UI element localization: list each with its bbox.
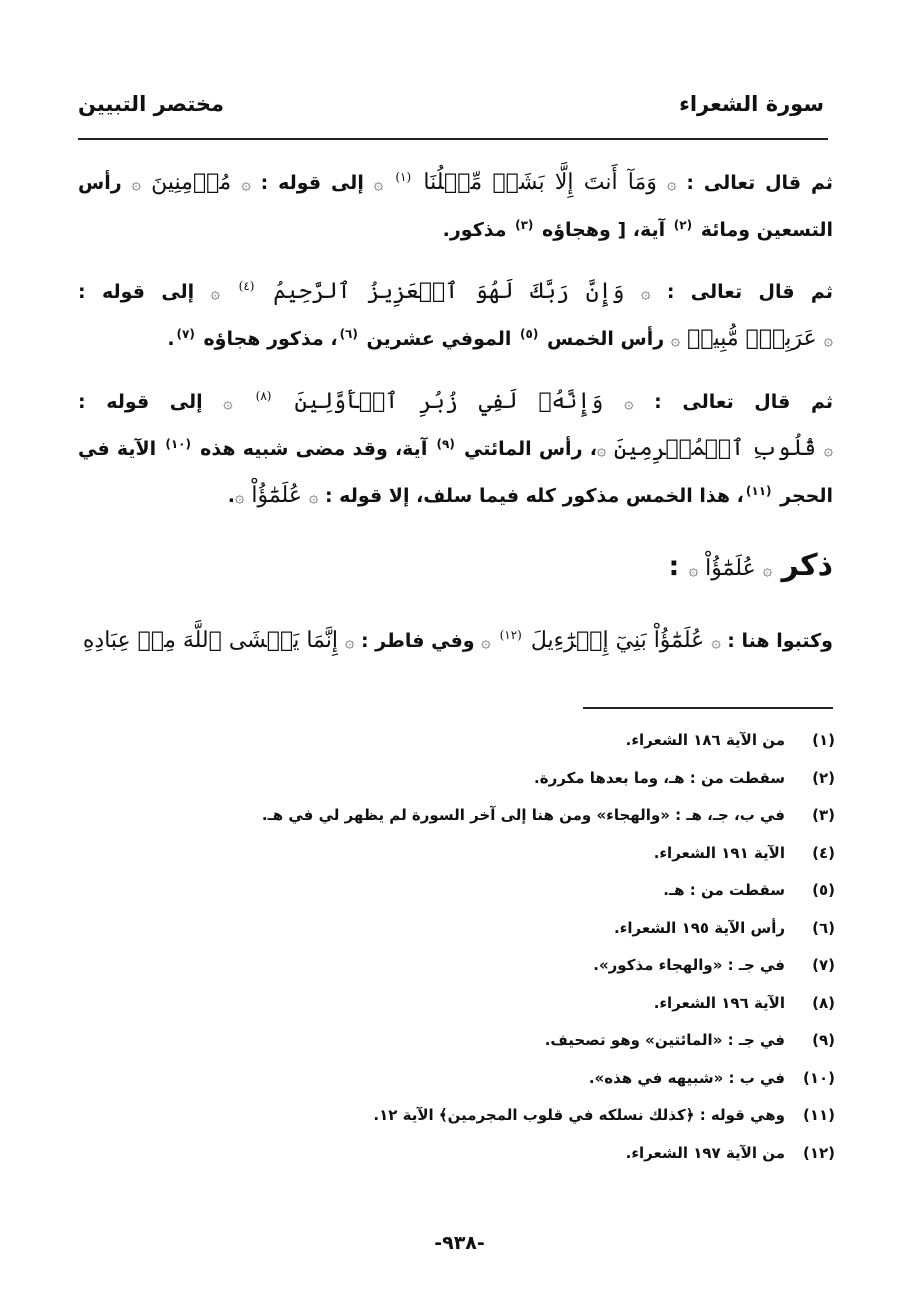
text-run: وفي فاطر :	[354, 630, 482, 652]
footnote-ref: (٨)	[255, 388, 272, 403]
text-run: آية، وقد مضى شبيه هذه	[192, 438, 435, 460]
ornament-bracket-icon: ۞	[481, 632, 491, 651]
text-run: وكتبوا هنا :	[720, 630, 833, 652]
text-run: الآية في الحجر	[78, 438, 833, 507]
footnote-text: الآية ١٩١ الشعراء.	[653, 843, 785, 862]
footnote-text: في جـ : «المائتين» وهو تصحيف.	[544, 1031, 785, 1049]
footnote-ref: (٣)	[515, 217, 534, 232]
text-run: ، رأس المائتي	[456, 438, 597, 460]
footnote-item	[78, 985, 835, 1023]
quran-quote	[83, 628, 354, 653]
text-run: الموفي عشرين	[359, 328, 519, 350]
footnote-item	[78, 1135, 835, 1173]
footnote-ref: (١١)	[745, 483, 772, 498]
ornament-bracket-icon: ۞	[711, 632, 721, 651]
footnote-item	[78, 947, 835, 985]
quran-text: إِنَّمَا يَخۡشَى ٱللَّهَ مِنۡ عِبَادِهِ	[82, 628, 338, 653]
footnote-text: سقطت من : هـ.	[663, 881, 785, 899]
footnote-text: في جـ : «والهجاء مذكور».	[593, 956, 785, 974]
ornament-bracket-icon: ۞	[131, 174, 141, 193]
footnote-item	[78, 835, 835, 873]
footnote-text: رأس الآية ١٩٥ الشعراء.	[613, 918, 785, 937]
text-run: ثم قال تعالى :	[676, 172, 834, 194]
quran-quote	[223, 389, 633, 414]
ornament-bracket-icon: ۞	[667, 174, 677, 193]
quran-quote	[597, 436, 833, 461]
footnote-number: (١٠)	[802, 1068, 835, 1087]
page-number: -٩٣٨-	[434, 1232, 485, 1254]
footnote-number: (٢)	[812, 768, 835, 787]
text-run: رأس التسعين ومائة	[78, 172, 833, 241]
footnote-ref: (٩)	[436, 436, 455, 451]
footnote-text: في ب : «شبيهه في هذه».	[588, 1068, 785, 1087]
quran-quote	[374, 170, 677, 195]
footnote-ref: (١)	[395, 169, 412, 184]
footnote-item	[78, 797, 835, 835]
quran-quote	[132, 170, 251, 195]
text-run: .	[227, 485, 235, 507]
paragraph-2	[78, 269, 833, 363]
quran-text: وَإِنَّ رَبَّكَ لَهُوَ ٱلۡعَزِيزُ ٱلرَّحِيمُ	[273, 279, 625, 304]
text-run: مذكور.	[442, 219, 514, 241]
footnote-ref: (١٢)	[499, 627, 522, 642]
paragraph-4	[78, 618, 833, 665]
footnote-number: (١١)	[802, 1106, 835, 1124]
footnote-item	[78, 760, 835, 798]
footnote-ref: (١٠)	[165, 436, 191, 451]
text-run: إلى قوله :	[78, 391, 224, 413]
footnote-ref: (٤)	[238, 278, 255, 293]
quran-text: عُلَمَٰٓؤُاْ	[705, 556, 756, 581]
quran-quote	[235, 483, 318, 508]
ornament-bracket-icon: ۞	[624, 393, 634, 412]
quran-text: مُؤۡمِنِينَ	[151, 170, 232, 195]
quran-text: عَرَبِيّٖ مُّبِينٖ	[687, 326, 817, 351]
ornament-bracket-icon: ۞	[762, 560, 773, 579]
heading-word: ذكر	[781, 548, 833, 583]
ornament-bracket-icon: ۞	[596, 440, 607, 459]
ornament-bracket-icon: ۞	[234, 487, 245, 506]
text-run: إلى قوله :	[250, 172, 374, 194]
footnote-number: (٤)	[812, 843, 835, 862]
text-run: إلى قوله :	[78, 281, 211, 303]
footnote-text: من الآية ١٩٧ الشعراء.	[625, 1143, 785, 1162]
footnote-text: الآية ١٩٦ الشعراء.	[653, 993, 785, 1012]
footnote-number: (٩)	[812, 1031, 835, 1049]
footnote-text: في ب، جـ، هـ : «والهجاء» ومن هنا إلى آخر السورة لم يظهر لي في هـ.	[261, 806, 785, 824]
text-run: ، مذكور هجاؤه	[196, 328, 338, 350]
ornament-bracket-icon: ۞	[308, 487, 319, 506]
ornament-bracket-icon: ۞	[373, 174, 384, 193]
paragraph-1	[78, 160, 833, 253]
footnote-number: (٥)	[812, 881, 835, 899]
text-run: آية، [ وهجاؤه	[535, 219, 672, 241]
footnote-item	[78, 1097, 835, 1135]
paragraph-3	[78, 379, 833, 520]
footnote-number: (١٢)	[802, 1143, 835, 1162]
main-text	[78, 160, 833, 681]
quran-quote	[481, 628, 721, 653]
footnote-text: وهي قوله : ﴿كذلك نسلكه في قلوب المجرمين﴾ الآية ١٢.	[373, 1106, 785, 1124]
footnote-item	[78, 1060, 835, 1098]
footnote-item	[78, 910, 835, 948]
header-rule	[78, 138, 828, 140]
footnote-text: سقطت من : هـ، وما بعدها مكررة.	[534, 768, 785, 787]
ornament-bracket-icon: ۞	[241, 174, 251, 193]
footnote-rule	[583, 707, 833, 709]
footnote-number: (٦)	[812, 918, 835, 937]
footnote-ref: (٢)	[673, 217, 693, 232]
footnote-item	[78, 872, 835, 910]
quran-text: عُلَمَٰٓؤُاْ بَنِيٓ إِسۡرَٰٓءِيلَ	[530, 628, 705, 653]
footnote-ref: (٦)	[339, 326, 358, 341]
quran-text: وَمَآ أَنتَ إِلَّا بَشَرٞ مِّثۡلُنَا	[423, 170, 657, 195]
quran-quote	[689, 556, 772, 581]
footnote-item	[78, 722, 835, 760]
text-run: ، هذا الخمس مذكور كله فيما سلف، إلا قوله :	[318, 485, 744, 507]
text-run: رأس الخمس	[540, 328, 671, 350]
ornament-bracket-icon: ۞	[823, 330, 833, 349]
quran-text: وَإِنَّهُۥ لَفِي زُبُرِ ٱلۡأَوَّلِينَ	[294, 389, 604, 414]
quran-text: قُلُوبِ ٱلۡمُجۡرِمِينَ	[613, 436, 817, 461]
quran-quote	[671, 326, 833, 351]
footnote-item	[78, 1022, 835, 1060]
footnote-number: (٧)	[812, 956, 835, 974]
ornament-bracket-icon: ۞	[688, 560, 699, 579]
footnote-number: (١)	[812, 731, 835, 749]
text-run: ثم قال تعالى :	[650, 281, 833, 303]
quran-text: عُلَمَٰٓؤُاْ	[251, 483, 302, 508]
footnotes	[78, 722, 835, 1172]
text-run: .	[167, 328, 175, 350]
ornament-bracket-icon: ۞	[223, 393, 233, 412]
ornament-bracket-icon: ۞	[344, 632, 355, 651]
ornament-bracket-icon: ۞	[641, 283, 651, 302]
quran-quote	[211, 279, 651, 304]
ornament-bracket-icon: ۞	[823, 440, 834, 459]
footnote-ref: (٧)	[176, 326, 195, 341]
heading-colon: :	[668, 551, 680, 582]
text-run: ثم قال تعالى :	[633, 391, 833, 413]
running-header-surah: سورة الشعراء	[679, 92, 824, 116]
section-heading	[78, 536, 833, 600]
running-header-book: مختصر التبيين	[78, 92, 225, 116]
footnote-number: (٨)	[812, 993, 835, 1012]
footnote-text: من الآية ١٨٦ الشعراء.	[625, 731, 785, 749]
footnote-ref: (٥)	[520, 326, 539, 341]
ornament-bracket-icon: ۞	[670, 330, 681, 349]
ornament-bracket-icon: ۞	[210, 283, 220, 302]
footnote-number: (٣)	[812, 806, 835, 824]
